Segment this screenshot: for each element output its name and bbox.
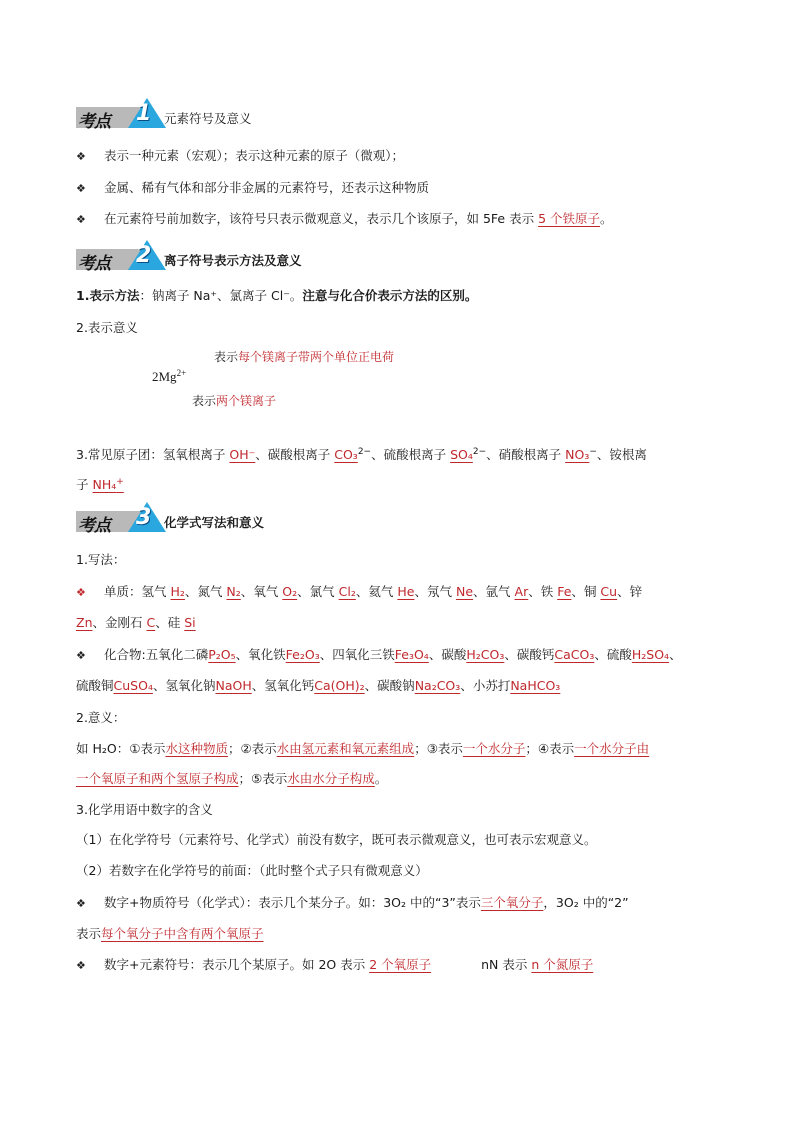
s3-numbers-1: （1）在化学符号（元素符号、化学式）前没有数字，既可表示微观意义，也可表示宏观意义。	[76, 832, 597, 847]
s2-p3: 3.常见原子团：氢氧根离子 OH⁻、碳酸根离子 CO₃$^{2-}$、硫酸根离子 SO₄$^{2-}$、硝酸根离子 NO₃−、铵根离	[76, 447, 647, 462]
kaodian-badge-1	[76, 98, 166, 132]
section-3-title: 化学式写法和意义	[164, 515, 265, 530]
nh4-ion: NH₄+	[92, 477, 124, 492]
section-3-header	[76, 500, 265, 536]
element-symbol: Cl₂	[338, 584, 356, 599]
co3-ion: CO₃	[334, 447, 358, 462]
s3-write-head: 1.写法：	[76, 552, 126, 567]
mg-meaning-top: 表示每个镁离子带两个单位正电荷	[214, 350, 395, 364]
s3-digit-rule-1-cont: 表示每个氧分子中含有两个氧原子	[76, 926, 264, 941]
element-symbol: H₂	[170, 584, 185, 599]
diamond-bullet-icon: ❖	[76, 897, 86, 910]
element-symbol: Ne	[455, 584, 474, 599]
s3-elements-line-2: Zn、金刚石 C、硅 Si	[76, 615, 196, 630]
element-name: 氖气	[426, 584, 456, 599]
s3-numbers-2: （2）若数字在化学符号的前面：（此时整个式子只有微观意义）	[76, 863, 428, 878]
no3-ion: NO₃	[565, 447, 590, 462]
badge-number: 1	[136, 101, 152, 126]
s2-p3-cont: 子 NH₄+	[76, 477, 124, 492]
s1-bullet-1: ❖ 表示一种元素（宏观）；表示这种元素的原子（微观）；	[76, 146, 404, 167]
s2-p2: 2.表示意义	[76, 320, 138, 335]
s3-compounds-line-2: 硫酸铜CuSO₄、氢氧化钠NaOH、氢氧化钙Ca(OH)₂、碳酸钠Na₂CO₃、小苏打NaHCO₃	[76, 678, 561, 693]
element-name: 氯气	[309, 584, 339, 599]
kaodian-badge-3	[76, 502, 166, 536]
s3-meaning-head: 2.意义：	[76, 710, 126, 725]
mg-formula: $2Mg^{2+}$	[152, 368, 187, 384]
element-name: 铁	[540, 584, 558, 599]
s2-p1: 1.表示方法：钠离子 Na⁺、氯离子 Cl⁻。注意与化合价表示方法的区别。	[76, 288, 478, 303]
element-name: 氩气	[485, 584, 515, 599]
element-symbol: O₂	[282, 584, 298, 599]
diamond-bullet-icon: ❖	[76, 649, 86, 662]
mg-meaning-bottom: 表示两个镁离子	[192, 394, 277, 408]
s3-digit-rule-2: ❖ 数字+元素符号：表示几个某原子。如 2O 表示 2 个氧原子 nN 表示 n 个氮原子	[76, 955, 593, 976]
diamond-bullet-icon: ❖	[76, 586, 86, 599]
element-name: 氢气	[141, 584, 171, 599]
s1-bullet-2: ❖ 金属、稀有气体和部分非金属的元素符号，还表示这种物质	[76, 178, 429, 199]
element-symbol: Fe	[557, 584, 572, 599]
s1-bullet-3: ❖ 在元素符号前加数字，该符号只表示微观意义，表示几个该原子，如 5Fe 表示 5 个铁原子。	[76, 209, 613, 230]
diamond-bullet-icon: ❖	[76, 182, 86, 195]
element-symbol: He	[397, 584, 415, 599]
element-name: 铜	[583, 584, 601, 599]
section-2-header	[76, 238, 302, 274]
so4-ion: SO₄	[450, 447, 473, 462]
element-symbol: Cu	[600, 584, 618, 599]
s3-meaning-line: 如 H₂O：①表示水这种物质；②表示水由氢元素和氧元素组成；③表示一个水分子；④表示一个水分子由	[76, 741, 650, 756]
element-symbol: N₂	[226, 584, 241, 599]
s3-elements-line: ❖ 单质：氢气 H₂、氮气 N₂、氧气 O₂、氯气 Cl₂、氦气 He、氖气 Ne、氩气 Ar、铁 Fe、铜 Cu、锌	[76, 582, 642, 603]
element-name: 氦气	[368, 584, 398, 599]
element-name: 氮气	[197, 584, 227, 599]
s3-meaning-line-2: 一个氧原子和两个氢原子构成；⑤表示水由水分子构成。	[76, 771, 388, 786]
section-1-header	[76, 96, 252, 132]
badge-number: 2	[136, 243, 152, 268]
badge-text: 考点	[78, 112, 110, 132]
s3-digit-rule-1: ❖ 数字+物质符号（化学式）：表示几个某分子。如：3O₂ 中的“3”表示三个氧分子，3O₂ 中的“2”	[76, 893, 629, 914]
badge-text: 考点	[78, 254, 110, 274]
badge-number: 3	[136, 505, 152, 530]
element-name: 氧气	[253, 584, 283, 599]
s3-numbers-head: 3.化学用语中数字的含义	[76, 802, 213, 817]
section-1-title: 元素符号及意义	[164, 111, 252, 126]
diamond-bullet-icon: ❖	[76, 213, 86, 226]
answer-5fe: 5 个铁原子	[538, 211, 601, 226]
oh-ion: OH⁻	[229, 447, 256, 462]
diamond-bullet-icon: ❖	[76, 150, 86, 163]
kaodian-badge-2	[76, 240, 166, 274]
badge-text: 考点	[78, 516, 110, 536]
diamond-bullet-icon: ❖	[76, 959, 86, 972]
element-symbol: Ar	[514, 584, 529, 599]
s3-compounds-line: ❖ 化合物:五氧化二磷P₂O₅、氧化铁Fe₂O₃、四氧化三铁Fe₃O₄、碳酸H₂CO₃、碳酸钙CaCO₃、硫酸H₂SO₄、	[76, 645, 682, 666]
section-2-title: 离子符号表示方法及意义	[164, 253, 302, 268]
